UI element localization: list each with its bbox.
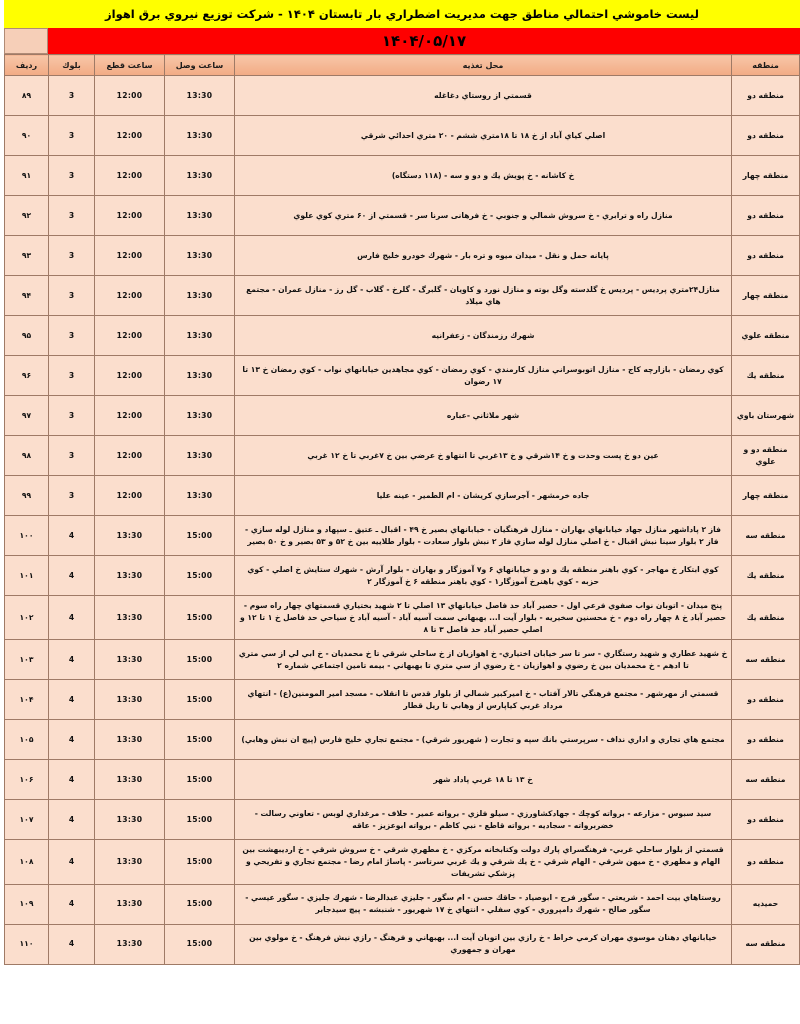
cell-region: منطقه سه [732, 924, 800, 964]
cell-region: منطقه چهار [732, 476, 800, 516]
cell-cutoff-time: 13:30 [95, 640, 165, 680]
cell-region: منطقه دو [732, 840, 800, 884]
cell-block: 4 [49, 596, 95, 640]
cell-block: 3 [49, 156, 95, 196]
table-row [5, 840, 800, 884]
cell-description: خ شهيد عطاري و شهيد رستگاري - سر تا سر خيابان اختياري- خ اهوازيان از خ ساحلي شرقي تا خ محمديان - خ ابي لي از سي متري تا ادهم - خ محمديان بين خ رضوي و اهوازيان - خ رضوي از سي متري تا بهبهاني - بيمه تامين اجتماعي شماره ۲ [235, 640, 732, 680]
cell-reconnect-time: 13:30 [165, 276, 235, 316]
cell-description: مجتمع هاي تجاري و اداري نداف - سرپرستي بانك سپه و تجارت ( شهريور شرقي) - مجتمع تجاري خليج فارس (پيچ ان نبش وهابي) [235, 720, 732, 760]
schedule-date: ۱۴۰۴/۰۵/۱۷ [381, 32, 467, 50]
table-row [5, 884, 800, 924]
column-header-row-number: رديف [5, 55, 49, 76]
table-body [5, 76, 800, 965]
table-row [5, 800, 800, 840]
cell-cutoff-time: 13:30 [95, 840, 165, 884]
cell-cutoff-time: 12:00 [95, 316, 165, 356]
cell-region: منطقه دو [732, 800, 800, 840]
table-header [5, 55, 800, 76]
cell-block: 3 [49, 356, 95, 396]
cell-row-number: ۹۹ [5, 476, 49, 516]
cell-region: شهرستان باوي [732, 396, 800, 436]
cell-region: منطقه سه [732, 516, 800, 556]
cell-region: منطقه دو و علوي [732, 436, 800, 476]
cell-row-number: ۱۱۰ [5, 924, 49, 964]
cell-block: 3 [49, 396, 95, 436]
cell-row-number: ۱۰۴ [5, 680, 49, 720]
cell-block: 3 [49, 236, 95, 276]
cell-row-number: ۹۶ [5, 356, 49, 396]
cell-row-number: ۹۵ [5, 316, 49, 356]
cell-row-number: ۹۰ [5, 116, 49, 156]
cell-reconnect-time: 15:00 [165, 680, 235, 720]
cell-cutoff-time: 13:30 [95, 720, 165, 760]
cell-row-number: ۱۰۲ [5, 596, 49, 640]
cell-region: منطقه يك [732, 556, 800, 596]
cell-cutoff-time: 12:00 [95, 76, 165, 116]
cell-cutoff-time: 12:00 [95, 116, 165, 156]
cell-description: فاز ۲ پاداشهر منازل جهاد خيابانهاي بهاران - منازل فرهنگيان - خيابانهاي بصير خ ۴۹ - اقبال ـ عتيق ـ سپهاد و منازل لوله سازي - فاز ۲ بلوار سينا نبش اقبال - خ اصلي منازل لوله سازي فاز ۲ نبش بلوار سعادت - بلوار طلاييه بين خ ۵۲ و ۵۳ بصير و خ ۵۰ بصير [235, 516, 732, 556]
cell-cutoff-time: 13:30 [95, 556, 165, 596]
table-row [5, 760, 800, 800]
table-row [5, 516, 800, 556]
cell-description: عين دو خ پست وحدت و خ ۱۴شرقي و خ ۱۳غربي تا انتهاو خ عرضي بين خ ۷غربي تا خ ۱۲ غربي [235, 436, 732, 476]
cell-description: منازل۲۴متري پرديس - پرديس خ گلدسته وگل بوته و منازل نورد و كاويان - گلبرگ - گلرخ - گلاب - گل رز - منازل عمران - مجتمع هاي ميلاد [235, 276, 732, 316]
cell-row-number: ۹۲ [5, 196, 49, 236]
cell-cutoff-time: 12:00 [95, 356, 165, 396]
cell-reconnect-time: 15:00 [165, 640, 235, 680]
cell-region: منطقه سه [732, 760, 800, 800]
cell-region: منطقه دو [732, 196, 800, 236]
cell-cutoff-time: 13:30 [95, 760, 165, 800]
cell-description: قسمتي از روستاي دغاغله [235, 76, 732, 116]
table-row [5, 640, 800, 680]
table-row [5, 196, 800, 236]
cell-row-number: ۱۰۸ [5, 840, 49, 884]
cell-description: اصلي كياي آباد از خ ۱۸ تا ۱۸متري ششم - ۲۰ متري احدائي شرقي [235, 116, 732, 156]
cell-region: منطقه يك [732, 596, 800, 640]
column-header-region: منطقه [732, 55, 800, 76]
cell-row-number: ۱۰۹ [5, 884, 49, 924]
table-row [5, 924, 800, 964]
outage-schedule-table [4, 54, 800, 965]
cell-region: منطقه چهار [732, 276, 800, 316]
table-row [5, 436, 800, 476]
cell-block: 4 [49, 516, 95, 556]
cell-block: 4 [49, 924, 95, 964]
table-row [5, 680, 800, 720]
cell-cutoff-time: 12:00 [95, 396, 165, 436]
cell-row-number: ۹۴ [5, 276, 49, 316]
date-banner-row [4, 28, 800, 54]
cell-description: قسمتي از مهرشهر - مجتمع فرهنگي تالار آفتاب - خ اميركبير شمالي از بلوار قدس تا انقلاب - مسجد امير المومنين(ع) - انتهاي مرداد غربي كياپارس از وهابي تا ريل قطار [235, 680, 732, 720]
cell-description: كوي ابتكار خ مهاجر - كوي باهنر منطقه يك و دو و خيابانهاي ۶ و۷ آموزگار و بهاران - بلوار آرش - شهرك ستايش خ اصلي - كوي حزبه - كوي باهنرخ آموزگار۱ - كوي باهنر منطقه ۶ خ آموزگار ۲ [235, 556, 732, 596]
cell-block: 4 [49, 884, 95, 924]
cell-reconnect-time: 15:00 [165, 760, 235, 800]
cell-reconnect-time: 13:30 [165, 156, 235, 196]
cell-reconnect-time: 15:00 [165, 556, 235, 596]
cell-description: خيابانهاي دهنان موسوي مهران كرمي خراط - خ رازي بين اتوبان آيت ا... بهبهاني و فرهنگ - رازي نبش فرهنگ - خ مولوي بين مهران و جمهوري [235, 924, 732, 964]
cell-reconnect-time: 13:30 [165, 356, 235, 396]
date-banner [48, 28, 800, 54]
cell-description: كوي رمضان - بازارچه كاج - منازل اتوبوسراني منازل كارمندي - كوي رمضان - كوي مجاهدين خيابانهاي نواب - كوي رمضان خ ۱۳ تا ۱۷ رضوان [235, 356, 732, 396]
table-row [5, 116, 800, 156]
table-row [5, 396, 800, 436]
cell-reconnect-time: 15:00 [165, 884, 235, 924]
cell-region: منطقه علوي [732, 316, 800, 356]
cell-row-number: ۹۷ [5, 396, 49, 436]
cell-cutoff-time: 12:00 [95, 436, 165, 476]
cell-cutoff-time: 13:30 [95, 884, 165, 924]
cell-cutoff-time: 12:00 [95, 476, 165, 516]
cell-description: منازل راه و ترابري - خ سروش شمالي و جنوبي - خ فرهانی سرنا سر - قسمتي از ۶۰ متري كوي علوي [235, 196, 732, 236]
column-header-description: محل تغذيه [235, 55, 732, 76]
cell-reconnect-time: 15:00 [165, 596, 235, 640]
cell-region: منطقه دو [732, 720, 800, 760]
cell-description: خ ۱۳ تا ۱۸ غربي پاداد شهر [235, 760, 732, 800]
cell-reconnect-time: 13:30 [165, 76, 235, 116]
cell-description: پايانه حمل و نقل - ميدان ميوه و تره بار - شهرك خودرو خليج فارس [235, 236, 732, 276]
cell-region: منطقه يك [732, 356, 800, 396]
table-row [5, 476, 800, 516]
cell-reconnect-time: 13:30 [165, 436, 235, 476]
cell-description: پنج ميدان - اتوبان نواب صفوي فرعي اول - حصير آباد حد فاصل خيابانهاي ۱۳ اصلي تا ۲ شهيد بختياري قسمتهاي چهار راه سوم - حصير آباد خ ۸ چهار راه دوم - خ محسنين سخيريه - بلوار آيت ا... بهبهاني سمت آسيه آباد - آسيه آباد خ سياحي حد فاصل خ ۱ تا ۱۲ و اصلي حصير آباد حد فاصل ۳ تا ۸ [235, 596, 732, 640]
table-row [5, 556, 800, 596]
table-row [5, 76, 800, 116]
table-row [5, 236, 800, 276]
cell-reconnect-time: 13:30 [165, 116, 235, 156]
cell-row-number: ۱۰۳ [5, 640, 49, 680]
cell-cutoff-time: 12:00 [95, 236, 165, 276]
cell-cutoff-time: 12:00 [95, 196, 165, 236]
table-row [5, 356, 800, 396]
cell-region: منطقه دو [732, 236, 800, 276]
table-row [5, 276, 800, 316]
cell-reconnect-time: 15:00 [165, 720, 235, 760]
cell-cutoff-time: 13:30 [95, 516, 165, 556]
cell-reconnect-time: 13:30 [165, 476, 235, 516]
page-title-banner [4, 0, 800, 28]
cell-description: قسمتي از بلوار ساحلي غربي- فرهنگسراي پارك دولت وكتابخانه مركزي - خ مطهري شرقي - خ سروش شرقي - خ ارديبهشت بين الهام و مطهري - خ ميهن شرقي - الهام شرقي - خ يك شرقي و يك غربي سرتاسر - پاساژ امام رضا - مجتمع تجاري و تفريحي و پزشكي تشريفات [235, 840, 732, 884]
table-header-row [5, 55, 800, 76]
table-row [5, 720, 800, 760]
cell-block: 4 [49, 556, 95, 596]
cell-block: 3 [49, 276, 95, 316]
cell-row-number: ۱۰۵ [5, 720, 49, 760]
cell-cutoff-time: 13:30 [95, 800, 165, 840]
cell-row-number: ۹۳ [5, 236, 49, 276]
cell-cutoff-time: 13:30 [95, 680, 165, 720]
cell-block: 4 [49, 720, 95, 760]
cell-block: 3 [49, 476, 95, 516]
cell-region: منطقه دو [732, 116, 800, 156]
cell-cutoff-time: 13:30 [95, 596, 165, 640]
cell-row-number: ۸۹ [5, 76, 49, 116]
table-row [5, 156, 800, 196]
cell-block: 4 [49, 640, 95, 680]
cell-cutoff-time: 12:00 [95, 156, 165, 196]
cell-cutoff-time: 12:00 [95, 276, 165, 316]
cell-reconnect-time: 15:00 [165, 516, 235, 556]
cell-reconnect-time: 13:30 [165, 236, 235, 276]
cell-row-number: ۱۰۷ [5, 800, 49, 840]
cell-row-number: ۹۸ [5, 436, 49, 476]
cell-reconnect-time: 15:00 [165, 924, 235, 964]
cell-description: روستاهاي بيت احمد - شريعتي - سگور فرج - ابوصياد - حاقك حسن - ام سگور - جليزي عبدالرضا - شهرك جليزي - سگور عيسي - سگور صالح - شهرك دامپروري - كوي سفلي - انتهاي خ ۱۷ شهريور - شنبشه - پيچ سيدجابر [235, 884, 732, 924]
cell-row-number: ۱۰۰ [5, 516, 49, 556]
cell-block: 4 [49, 800, 95, 840]
date-corner-cell [4, 28, 48, 54]
cell-block: 3 [49, 436, 95, 476]
cell-region: منطقه دو [732, 76, 800, 116]
cell-reconnect-time: 13:30 [165, 196, 235, 236]
cell-region: حميديه [732, 884, 800, 924]
cell-row-number: ۱۰۱ [5, 556, 49, 596]
column-header-reconnect-time: ساعت وصل [165, 55, 235, 76]
cell-block: 3 [49, 316, 95, 356]
cell-block: 4 [49, 760, 95, 800]
cell-description: جاده خرمشهر - آجرسازي كريشان - ام الطمير - عينه عليا [235, 476, 732, 516]
cell-block: 3 [49, 76, 95, 116]
cell-reconnect-time: 13:30 [165, 316, 235, 356]
column-header-block: بلوك [49, 55, 95, 76]
cell-description: شهرك رزمندگان - زعفرانيه [235, 316, 732, 356]
cell-block: 3 [49, 196, 95, 236]
table-row [5, 596, 800, 640]
cell-block: 4 [49, 680, 95, 720]
cell-reconnect-time: 15:00 [165, 800, 235, 840]
cell-cutoff-time: 13:30 [95, 924, 165, 964]
table-row [5, 316, 800, 356]
cell-description: خ كاشانه - خ پويش يك و دو و سه - (۱۱۸ دستگاه) [235, 156, 732, 196]
cell-row-number: ۱۰۶ [5, 760, 49, 800]
cell-reconnect-time: 13:30 [165, 396, 235, 436]
cell-description: شهر ملاثاني -عباره [235, 396, 732, 436]
cell-block: 3 [49, 116, 95, 156]
cell-region: منطقه دو [732, 680, 800, 720]
cell-region: منطقه سه [732, 640, 800, 680]
cell-reconnect-time: 15:00 [165, 840, 235, 884]
cell-region: منطقه چهار [732, 156, 800, 196]
page-title: ليست خاموشي احتمالي مناطق جهت مديريت اضطراري بار تابستان ۱۴۰۴ - شركت توزيع نيروي برق اهواز [105, 7, 699, 21]
cell-description: سيد سبوس - مزارعه - برواته كوچك - جهادكشاورزي - سيلو فلزي - برواته عمير - حلاف - مرغداري لوبس - تعاوني رسالت - خضربرواته - سجاديه - برواته قاطع - نبي كاظم - برواته ابوعزيز - عاقه [235, 800, 732, 840]
cell-row-number: ۹۱ [5, 156, 49, 196]
column-header-cutoff-time: ساعت قطع [95, 55, 165, 76]
cell-block: 4 [49, 840, 95, 884]
